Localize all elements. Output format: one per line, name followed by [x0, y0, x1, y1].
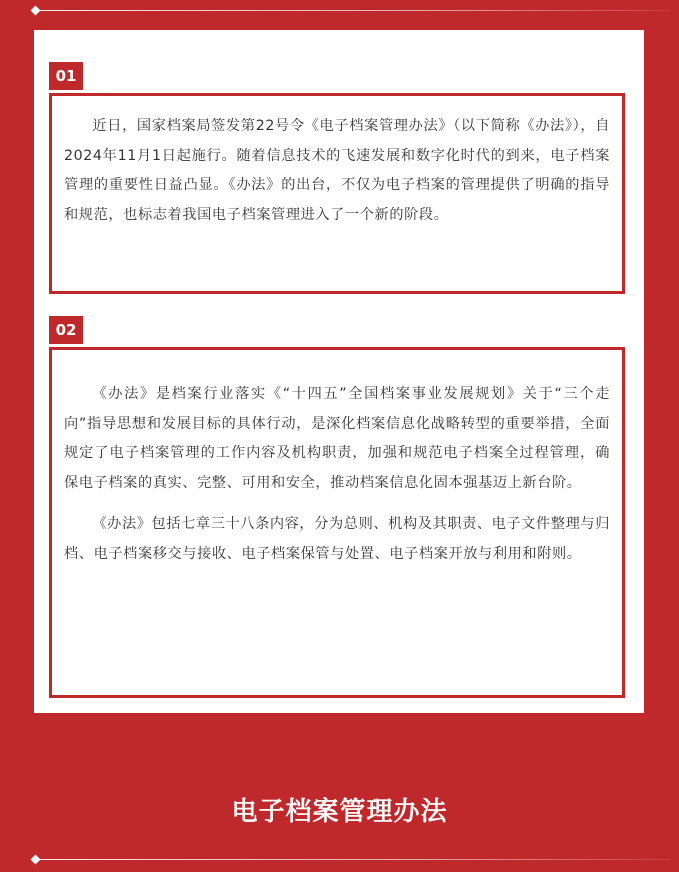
- section-1-paragraph: 近日，国家档案局签发第22号令《电子档案管理办法》（以下简称《办法》），自2024年11月1日起施行。随着信息技术的飞速发展和数字化时代的到来，电子档案管理的重要性日益凸显。《办法》的出台，不仅为电子档案的管理提供了明确的指导和规范，也标志着我国电子档案管理进入了一个新的阶段。: [64, 118, 610, 223]
- section-1-box: [49, 93, 625, 294]
- bottom-divider-line: [40, 859, 670, 860]
- top-divider-line: [40, 10, 670, 11]
- section-number-badge: 02: [49, 316, 83, 344]
- footer-title: 电子档案管理办法: [231, 797, 448, 827]
- content-panel: [34, 30, 644, 713]
- top-diamond-ornament: [31, 6, 41, 16]
- section-2-paragraph: 《办法》包括七章三十八条内容，分为总则、机构及其职责、电子文件整理与归档、电子档案移交与接收、电子档案保管与处置、电子档案开放与利用和附则。: [64, 516, 610, 562]
- section-2-paragraph: 《办法》是档案行业落实《“十四五”全国档案事业发展规划》关于“三个走向”指导思想和发展目标的具体行动，是深化档案信息化战略转型的重要举措，全面规定了电子档案管理的工作内容及机构职责，加强和规范电子档案全过程管理，确保电子档案的真实、完整、可用和安全，推动档案信息化固本强基迈上新台阶。: [64, 386, 610, 491]
- section-2-box: [49, 347, 625, 698]
- bottom-diamond-ornament: [31, 855, 41, 865]
- section-number-badge: 01: [49, 62, 83, 90]
